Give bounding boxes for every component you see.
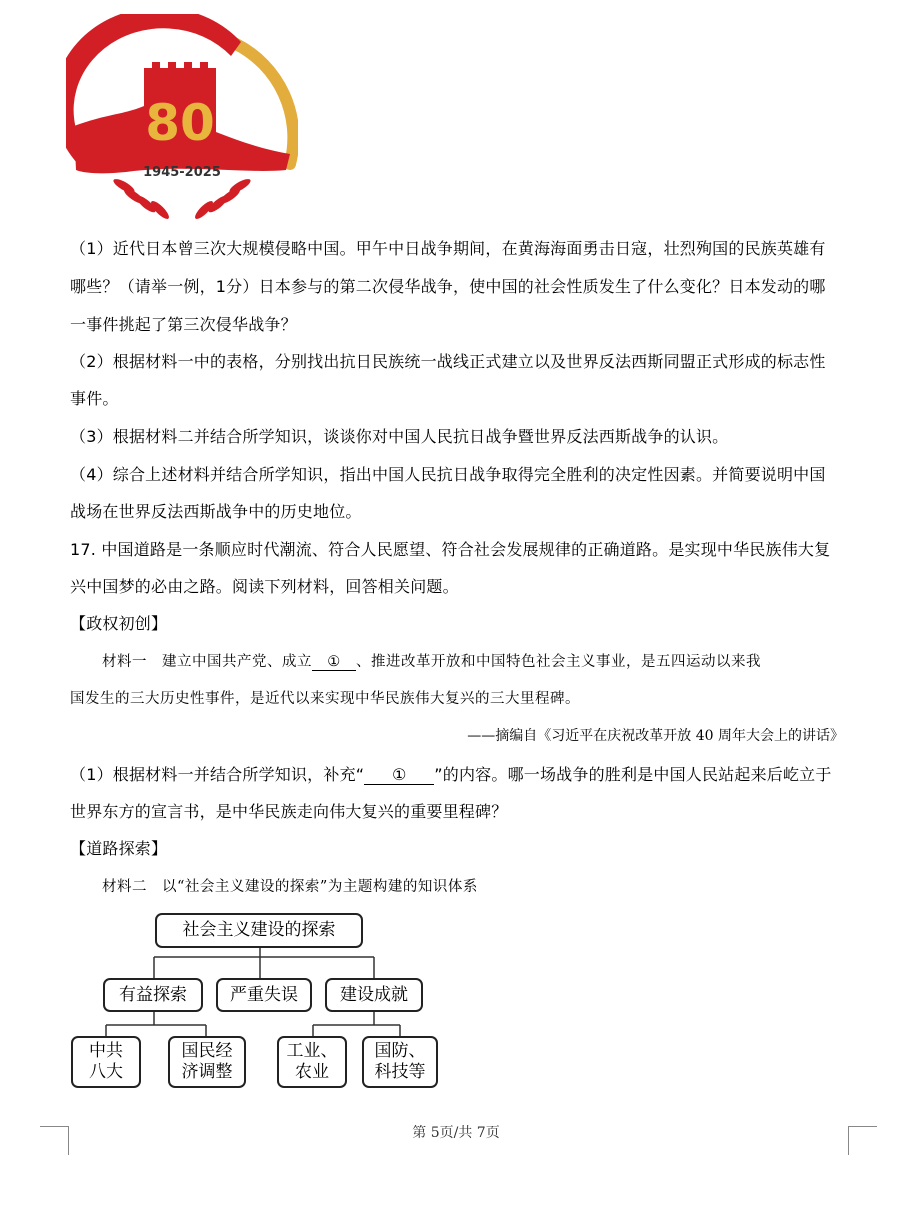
logo-number: 80 (145, 94, 215, 152)
material1-line2: 国发生的三大历史性事件，是近代以来实现中华民族伟大复兴的三大里程碑。 (70, 691, 580, 707)
section-title-zhengquan: 【政权初创】 (70, 614, 168, 633)
material1-line1: 材料一 建立中国共产党、成立 ① 、推进改革开放和中国特色社会主义事业，是五四运动以来我 (102, 654, 761, 670)
diagram-leaf-eighth-congress: 中共 八大 (71, 1036, 141, 1088)
material1-source: ——摘编自《习近平在庆祝改革开放 40 周年大会上的讲话》 (467, 728, 844, 744)
page-footer: 第 5页/共 7页 (412, 1125, 500, 1141)
q17-part1-line2: 世界东方的宣言书，是中华民族走向伟大复兴的重要里程碑？ (70, 802, 508, 821)
logo-years: 1945-2025 (143, 165, 221, 180)
crop-mark-left (40, 1126, 69, 1155)
diagram-leaf-industry-agriculture: 工业、 农业 (277, 1036, 347, 1088)
q17-part1-line1: （1）根据材料一并结合所学知识，补充“ ① ”的内容。哪一场战争的胜利是中国人民站起来后屹立于 (70, 765, 832, 784)
diagram-level1-beneficial: 有益探索 (103, 978, 203, 1012)
diagram-level1-achievements: 建设成就 (325, 978, 423, 1012)
diagram-leaf-economic-adjustment: 国民经 济调整 (168, 1036, 246, 1088)
diagram-root: 社会主义建设的探索 (155, 913, 363, 948)
material1-blank: ① (312, 654, 356, 671)
diagram-leaf-defense-technology: 国防、 科技等 (362, 1036, 438, 1088)
crop-mark-right (848, 1126, 877, 1155)
material2-caption: 材料二 以“社会主义建设的探索”为主题构建的知识体系 (102, 879, 478, 895)
diagram-level1-mistakes: 严重失误 (216, 978, 312, 1012)
q17-part1-blank: ① (364, 765, 434, 785)
section-title-daolu: 【道路探索】 (70, 839, 168, 858)
